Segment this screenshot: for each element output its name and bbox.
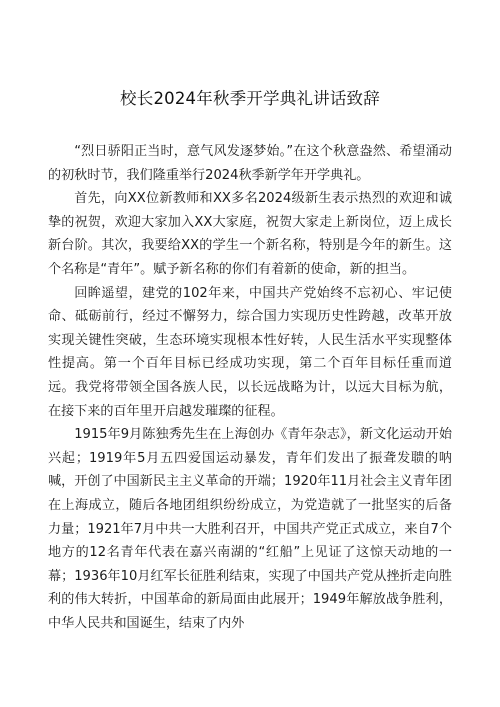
paragraph-party-history: 回眸遥望，建党的102年来，中国共产党始终不忘初心、牢记使命、砥砺前行，经过不懈努力，综合国力实现历史性跨越，改革开放实现关键性突破，生态环境实现根本性好转，人民生活水平实现整体性提高。第一个百年目标已经成功实现，第二个百年目标任重而道远。我党将带领全国各族人民，以长远战略为计，以远大目标为航，在接下来的百年里开启越发璀璨的征程。 [48,285,452,419]
paragraph-youth-history: 1915年9月陈独秀先生在上海创办《青年杂志》，新文化运动开始兴起；1919年5月五四爱国运动暴发，青年们发出了振聋发聩的呐喊，开创了中国新民主主义革命的开端；1920年11月社会主义青年团在上海成立，随后各地团组织纷纷成立，为党造就了一批坚实的后备力量；1921年7月中共一大胜利召开，中国共产党正式成立，来自7个地方的12名青年代表在嘉兴南湖的“红船”上见证了这惊天动地的一幕；1936年10月红军长征胜利结束，实现了中国共产党从挫折走向胜利的伟大转折，中国革命的新局面由此展开；1949年解放战争胜利，中华人民共和国诞生，结束了内外 [48,427,452,631]
paragraph-opening: “烈日骄阳正当时，意气风发逐梦始。”在这个秋意盎然、希望涌动的初秋时节，我们隆重举行2024秋季新学年开学典礼。 [48,144,452,183]
paragraph-welcome: 首先，向XX位新教师和XX多名2024级新生表示热烈的欢迎和诚挚的祝贺，欢迎大家加入XX大家庭，祝贺大家走上新岗位，迈上成长新台阶。其次，我要给XX的学生一个新名称，特别是今年的新生。这个名称是“青年”。赋予新名称的你们有着新的使命，新的担当。 [48,191,452,277]
document-body [48,140,452,635]
document-title: 校长2024年秋季开学典礼讲话致辞 [120,89,380,108]
